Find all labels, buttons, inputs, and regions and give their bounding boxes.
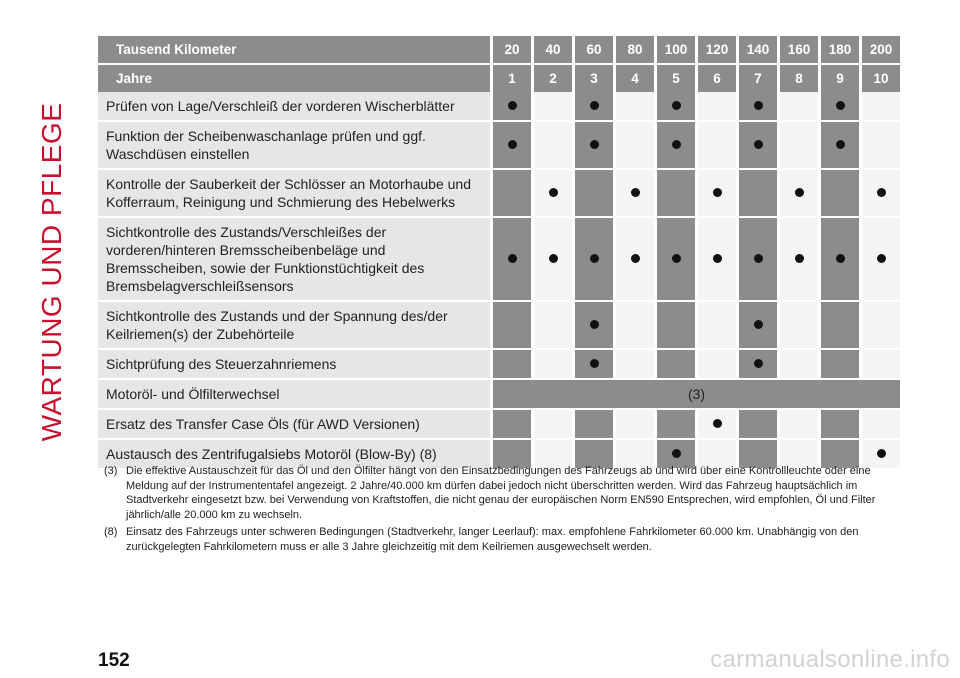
interval-cell — [859, 350, 900, 380]
service-dot-icon — [795, 188, 804, 197]
interval-cell — [695, 92, 736, 122]
interval-cell — [613, 410, 654, 440]
interval-cell — [818, 122, 859, 170]
table-row — [98, 218, 900, 302]
interval-cell — [654, 92, 695, 122]
interval-cell — [777, 170, 818, 218]
interval-note-cell: (3) — [490, 380, 900, 410]
service-dot-icon — [590, 101, 599, 110]
interval-cell — [818, 302, 859, 350]
interval-cell — [859, 302, 900, 350]
header-year-value: 7 — [736, 65, 777, 92]
header-year-value: 3 — [572, 65, 613, 92]
interval-cell — [613, 350, 654, 380]
interval-cell — [736, 122, 777, 170]
service-dot-icon — [590, 359, 599, 368]
header-km-value: 60 — [572, 36, 613, 65]
task-label: Sichtkontrolle des Zustands/Verschleißes der vorderen/hinteren Bremsscheibenbeläge und Bremsscheiben, sowie der Funktionstüchtigkeit des Bremsbelagverschleißsensors — [98, 218, 490, 302]
interval-cell — [818, 92, 859, 122]
service-dot-icon — [508, 101, 517, 110]
interval-cell — [490, 410, 531, 440]
footnote — [104, 464, 902, 522]
service-dot-icon — [672, 140, 681, 149]
interval-cell — [531, 302, 572, 350]
service-dot-icon — [754, 101, 763, 110]
service-dot-icon — [713, 419, 722, 428]
service-dot-icon — [549, 254, 558, 263]
service-dot-icon — [754, 320, 763, 329]
footnote — [104, 525, 902, 554]
header-km-value: 160 — [777, 36, 818, 65]
interval-cell — [531, 170, 572, 218]
table-row — [98, 92, 900, 122]
interval-cell — [777, 122, 818, 170]
header-km-value: 140 — [736, 36, 777, 65]
interval-cell — [859, 170, 900, 218]
table-row — [98, 380, 900, 410]
task-label: Funktion der Scheibenwaschanlage prüfen und ggf. Waschdüsen einstellen — [98, 122, 490, 170]
task-label: Prüfen von Lage/Verschleiß der vorderen Wischerblätter — [98, 92, 490, 122]
service-dot-icon — [836, 140, 845, 149]
service-dot-icon — [631, 188, 640, 197]
interval-cell — [859, 410, 900, 440]
interval-cell — [777, 410, 818, 440]
interval-cell — [818, 350, 859, 380]
service-dot-icon — [836, 101, 845, 110]
footnote-text: Die effektive Austauschzeit für das Öl und den Ölfilter hängt von den Einsatzbedingungen des Fahrzeugs ab und wird über eine Kontrollleuchte oder eine Meldung auf der Instrumententafel angezeigt. 2 Jahre/40.000 km dürfen dabei jedoch nicht überschritten werden. Wird das Fahrzeug hauptsächlich im Stadtverkehr eingesetzt bzw. bei Verwendung von Kraftstoffen, die nicht genau der europäischen Norm EN590 Entsprechen, wird empfohlen, Öl und Filter jährlich/alle 20.000 km zu wechseln. — [126, 465, 876, 521]
interval-cell — [736, 302, 777, 350]
service-dot-icon — [754, 359, 763, 368]
footnotes — [104, 464, 902, 558]
header-year-value: 1 — [490, 65, 531, 92]
interval-cell — [859, 92, 900, 122]
interval-cell — [859, 122, 900, 170]
header-year-value: 4 — [613, 65, 654, 92]
interval-cell — [654, 122, 695, 170]
interval-cell — [490, 122, 531, 170]
interval-cell — [572, 92, 613, 122]
interval-cell — [736, 92, 777, 122]
service-dot-icon — [672, 449, 681, 458]
footnote-text: Einsatz des Fahrzeugs unter schweren Bedingungen (Stadtverkehr, langer Leerlauf): max. empfohlene Fahrkilometer 60.000 km. Unabhängig von den zurückgelegten Fahrkilometern muss er alle 3 Jahre gleichzeitig mit dem Keilriemen ausgewechselt werden. — [126, 526, 859, 553]
footnote-marker: (3) — [104, 465, 118, 477]
interval-cell — [736, 410, 777, 440]
table-row — [98, 170, 900, 218]
interval-cell — [695, 302, 736, 350]
header-row-km — [98, 36, 900, 65]
interval-cell — [654, 170, 695, 218]
interval-cell — [777, 302, 818, 350]
header-year-value: 2 — [531, 65, 572, 92]
interval-cell — [613, 302, 654, 350]
header-year-value: 5 — [654, 65, 695, 92]
service-dot-icon — [877, 254, 886, 263]
header-year-value: 10 — [859, 65, 900, 92]
header-km-value: 40 — [531, 36, 572, 65]
interval-cell — [572, 218, 613, 302]
interval-cell — [613, 122, 654, 170]
service-dot-icon — [590, 140, 599, 149]
watermark: carmanualsonline.info — [710, 646, 950, 673]
service-dot-icon — [549, 188, 558, 197]
interval-cell — [695, 350, 736, 380]
interval-cell — [531, 410, 572, 440]
service-dot-icon — [672, 254, 681, 263]
interval-cell — [490, 92, 531, 122]
header-km-value: 100 — [654, 36, 695, 65]
header-km-value: 80 — [613, 36, 654, 65]
interval-cell — [531, 122, 572, 170]
service-dot-icon — [672, 101, 681, 110]
interval-cell — [736, 218, 777, 302]
service-dot-icon — [508, 140, 517, 149]
header-year-value: 6 — [695, 65, 736, 92]
interval-cell — [531, 218, 572, 302]
task-label: Austausch des Zentrifugalsiebs Motoröl (Blow-By) (8) — [98, 440, 490, 470]
service-dot-icon — [631, 254, 640, 263]
interval-cell — [572, 410, 613, 440]
service-dot-icon — [508, 254, 517, 263]
interval-cell — [613, 92, 654, 122]
interval-cell — [654, 302, 695, 350]
interval-cell — [695, 122, 736, 170]
table-row — [98, 122, 900, 170]
service-dot-icon — [590, 320, 599, 329]
interval-cell — [736, 350, 777, 380]
interval-cell — [654, 350, 695, 380]
interval-cell — [572, 350, 613, 380]
table-row — [98, 350, 900, 380]
interval-cell — [531, 92, 572, 122]
service-dot-icon — [713, 188, 722, 197]
header-km-value: 180 — [818, 36, 859, 65]
service-dot-icon — [713, 254, 722, 263]
interval-cell — [695, 410, 736, 440]
table-row — [98, 410, 900, 440]
section-title-text: WARTUNG UND PFLEGE — [36, 102, 67, 442]
task-label: Kontrolle der Sauberkeit der Schlösser an Motorhaube und Kofferraum, Reinigung und Schmierung des Hebelwerks — [98, 170, 490, 218]
interval-cell — [572, 302, 613, 350]
interval-cell — [818, 410, 859, 440]
service-dot-icon — [836, 254, 845, 263]
service-dot-icon — [754, 254, 763, 263]
interval-cell — [572, 122, 613, 170]
header-year-value: 9 — [818, 65, 859, 92]
task-label: Sichtkontrolle des Zustands und der Spannung des/der Keilriemen(s) der Zubehörteile — [98, 302, 490, 350]
interval-cell — [613, 170, 654, 218]
task-label: Sichtprüfung des Steuerzahnriemens — [98, 350, 490, 380]
table-row — [98, 302, 900, 350]
header-km-value: 120 — [695, 36, 736, 65]
interval-cell — [654, 410, 695, 440]
service-dot-icon — [590, 254, 599, 263]
interval-cell — [654, 218, 695, 302]
interval-cell — [777, 218, 818, 302]
footnote-marker: (8) — [104, 526, 118, 539]
page-number: 152 — [98, 650, 130, 671]
header-km-value: 20 — [490, 36, 531, 65]
header-year-value: 8 — [777, 65, 818, 92]
interval-cell — [695, 170, 736, 218]
interval-cell — [736, 170, 777, 218]
service-dot-icon — [754, 140, 763, 149]
interval-cell — [490, 350, 531, 380]
interval-cell — [859, 218, 900, 302]
header-km-label: Tausend Kilometer — [98, 36, 490, 65]
interval-cell — [490, 218, 531, 302]
interval-cell — [777, 350, 818, 380]
header-km-value: 200 — [859, 36, 900, 65]
interval-cell — [490, 170, 531, 218]
service-dot-icon — [877, 188, 886, 197]
interval-cell — [572, 170, 613, 218]
header-years-label: Jahre — [98, 65, 490, 92]
header-row-years — [98, 65, 900, 92]
task-label: Motoröl- und Ölfilterwechsel — [98, 380, 490, 410]
interval-cell — [818, 170, 859, 218]
task-label: Ersatz des Transfer Case Öls (für AWD Versionen) — [98, 410, 490, 440]
interval-cell — [818, 218, 859, 302]
service-dot-icon — [877, 449, 886, 458]
service-dot-icon — [795, 254, 804, 263]
maintenance-schedule-table — [98, 36, 900, 470]
interval-cell — [613, 218, 654, 302]
interval-cell — [777, 92, 818, 122]
schedule-body — [98, 92, 900, 470]
interval-cell — [531, 350, 572, 380]
interval-cell — [695, 218, 736, 302]
interval-cell — [490, 302, 531, 350]
